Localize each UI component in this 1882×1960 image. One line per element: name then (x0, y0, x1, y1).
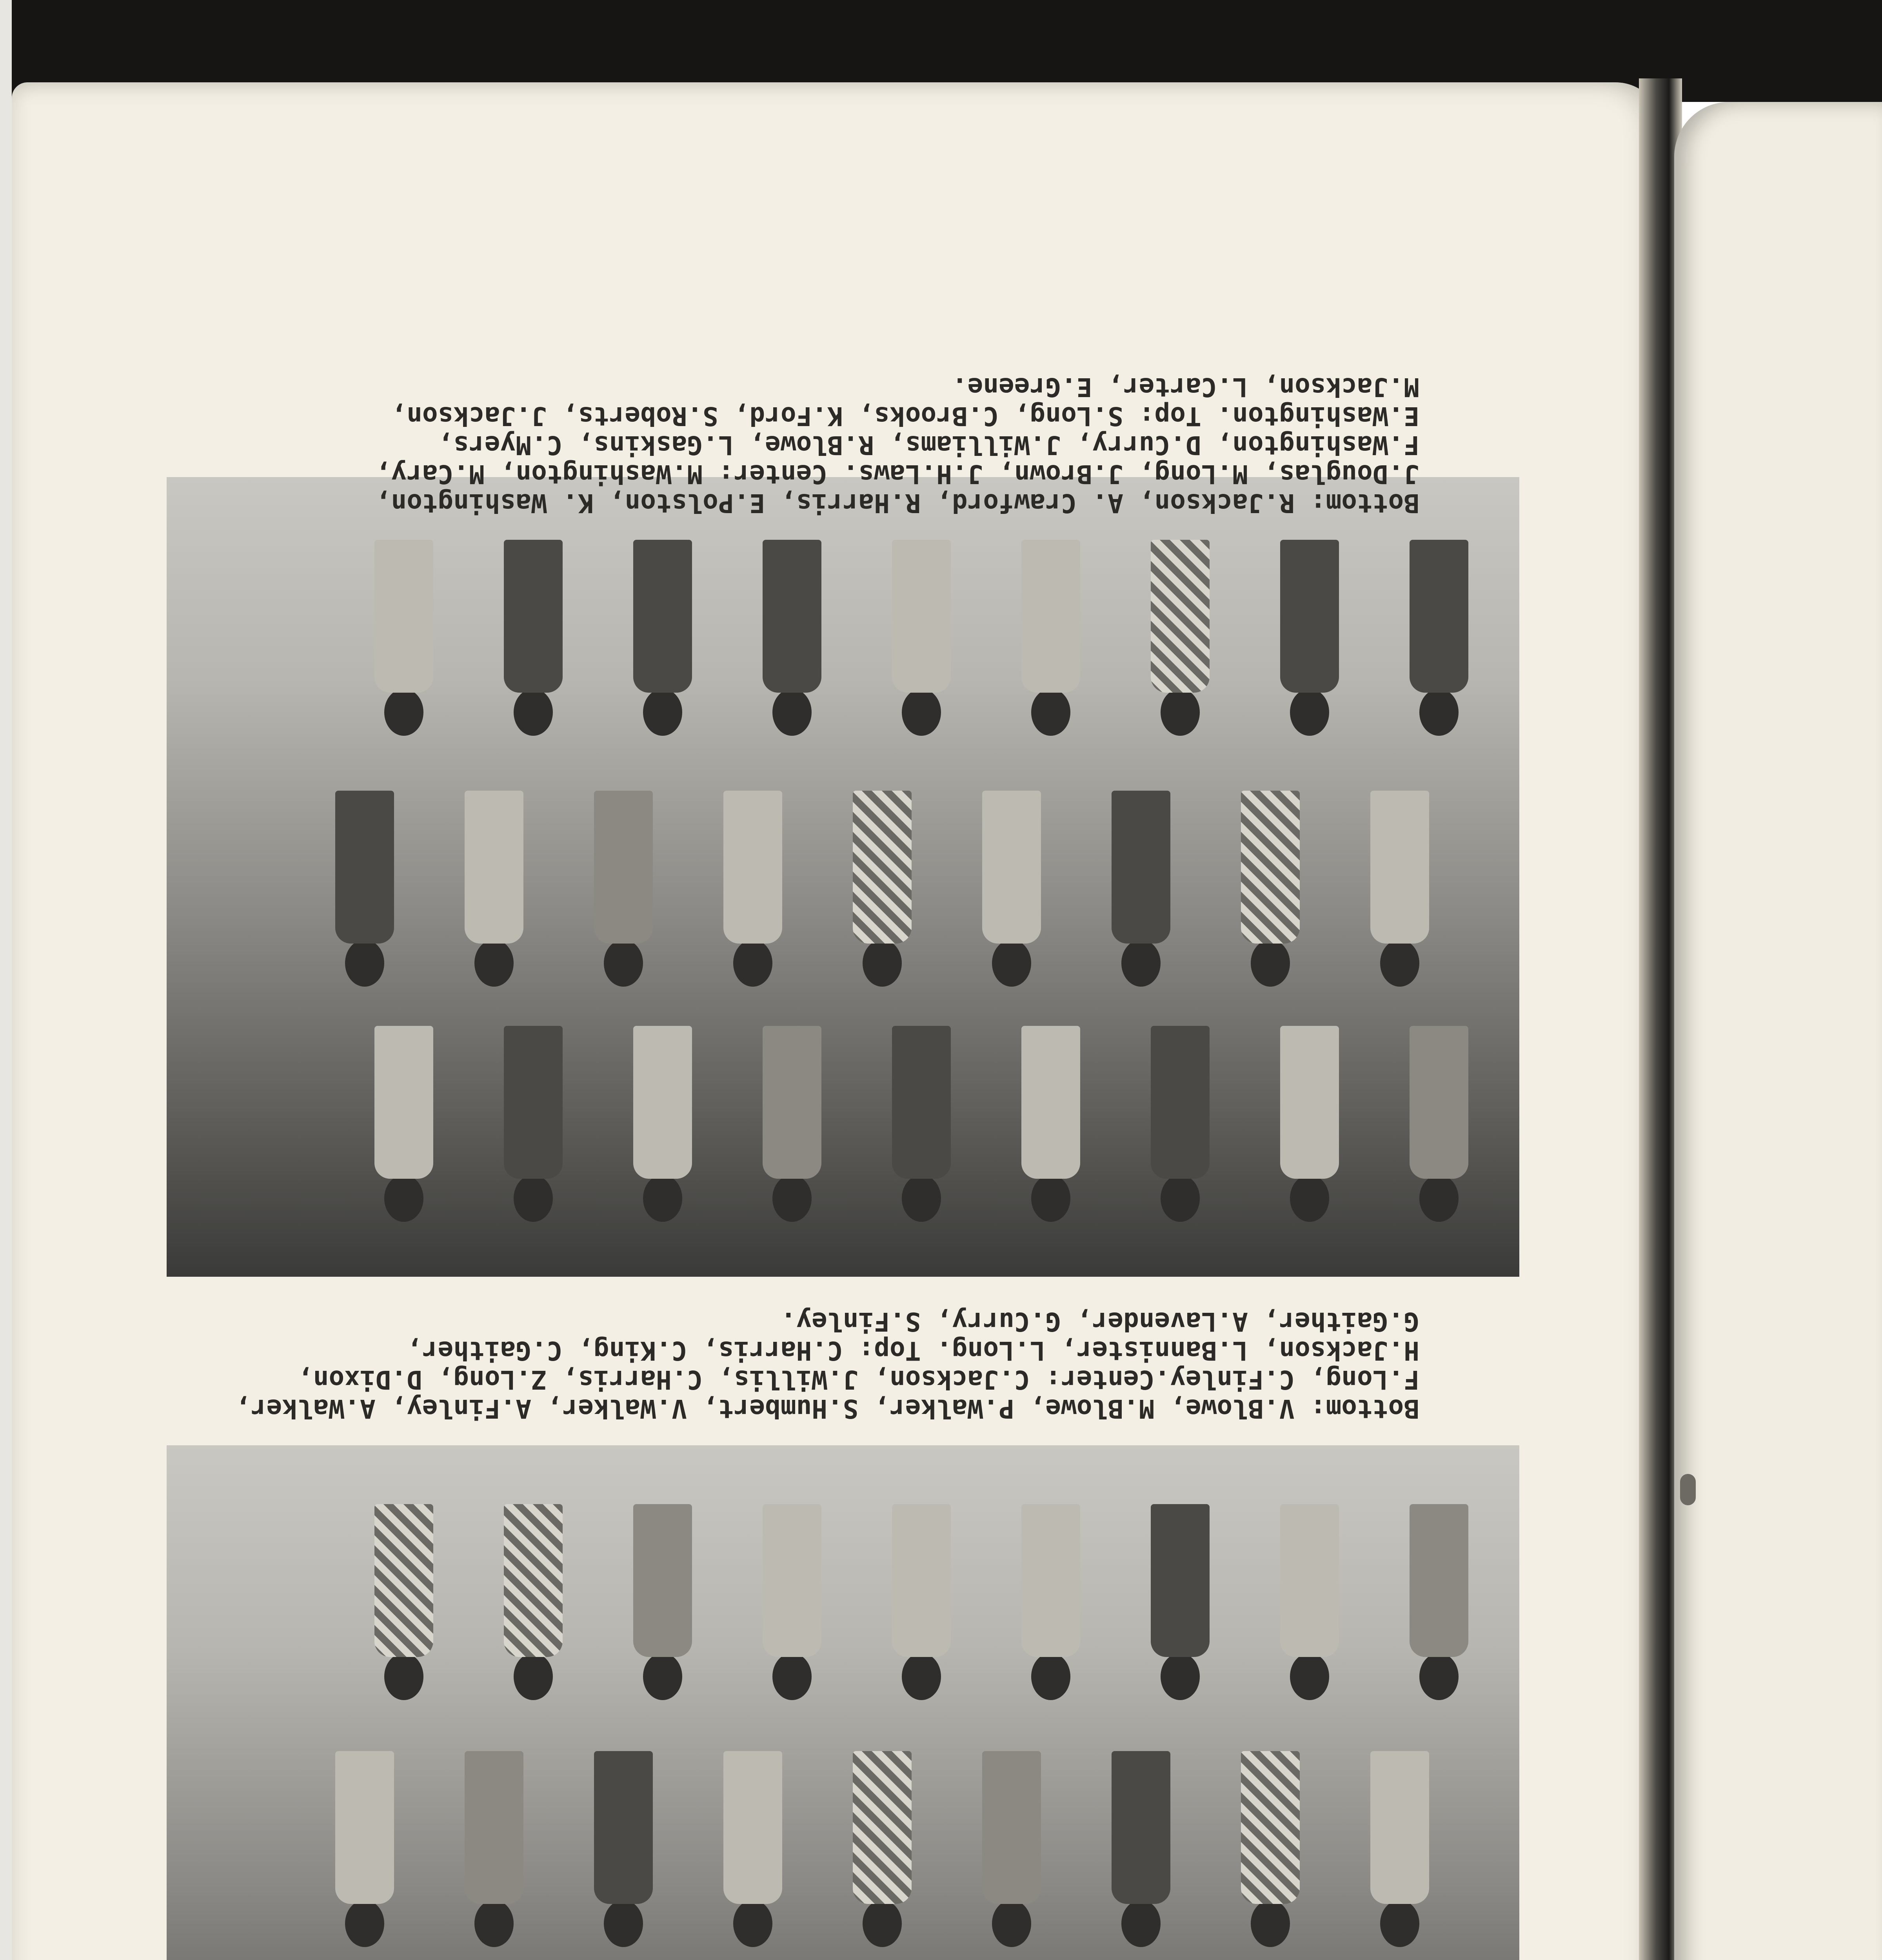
student-figure (723, 1751, 782, 1947)
student-figure (1151, 1504, 1210, 1700)
caption-line: M.Jackson, L.Carter, E.Greene. (952, 372, 1419, 402)
student-figure (1370, 791, 1429, 987)
student-figure (1410, 1504, 1468, 1700)
student-figure (1151, 1026, 1210, 1222)
student-figure (892, 1504, 951, 1700)
student-figure (504, 1504, 563, 1700)
caption-line: J.Douglas, M.Long, J.Brown, J.H.Laws. Center: M.Washington, M.Cary, (375, 459, 1419, 489)
caption-line: G.Gaither, A.Lavender, G.Curry, S.Finley. (780, 1307, 1419, 1337)
student-figure (374, 540, 433, 736)
student-figure (594, 1751, 653, 1947)
student-figure (1021, 1026, 1080, 1222)
student-figure (1370, 1751, 1429, 1947)
student-figure (1280, 1504, 1339, 1700)
student-figure (504, 540, 563, 736)
student-figure (335, 1751, 394, 1947)
student-figure (335, 791, 394, 987)
caption-line: F.Washington, D.Curry, J.Williams, R.Blowe, L.Gaskins, C.Myers, (438, 430, 1419, 460)
caption-line: Bottom: R.Jackson, A. Crawford, R.Harris, E.Polston, K. Washington, (375, 488, 1419, 518)
class-photo-grades-5-6-7-second (167, 477, 1519, 1277)
class-photo-grades-5-6-7-first (167, 1445, 1519, 1960)
student-figure (374, 1504, 433, 1700)
student-figure (504, 1026, 563, 1222)
student-figure (1151, 540, 1210, 736)
photo-caption-first (235, 1307, 1419, 1423)
student-figure (633, 540, 692, 736)
student-figure (633, 1026, 692, 1222)
student-figure (1112, 1751, 1170, 1947)
student-figure (1112, 791, 1170, 987)
student-figure (1241, 791, 1300, 987)
student-figure (763, 1026, 821, 1222)
student-figure (374, 1026, 433, 1222)
student-figure (1241, 1751, 1300, 1947)
student-figure (853, 791, 912, 987)
student-figure (723, 791, 782, 987)
student-figure (465, 1751, 523, 1947)
student-figure (1410, 1026, 1468, 1222)
student-figure (465, 791, 523, 987)
student-figure (1280, 1026, 1339, 1222)
caption-line: E.Washington. Top: S.Long, C.Brooks, K.Ford, S.Roberts, J.Jackson, (391, 401, 1419, 431)
caption-line: Bottom: V.Blowe, M.Blowe, P.Walker, S.Humbert, V.Walker, A.Finley, A.Walker, (235, 1394, 1419, 1424)
student-figure (982, 791, 1041, 987)
photo-caption-second (376, 372, 1419, 517)
student-figure (1021, 1504, 1080, 1700)
student-figure (892, 1026, 951, 1222)
student-figure (853, 1751, 912, 1947)
student-figure (1410, 540, 1468, 736)
student-figure (892, 540, 951, 736)
student-figure (982, 1751, 1041, 1947)
caption-line: H.Jackson, L.Bannister, L.Long. Top: C.Harris, C.King, C.Gaither, (407, 1336, 1419, 1366)
student-figure (1280, 540, 1339, 736)
student-figure (763, 540, 821, 736)
student-figure (763, 1504, 821, 1700)
caption-line: F.Long, C.Finley.Center: C.Jackson, J.Willis, C.Harris, Z.Long, D.Dixon, (298, 1365, 1419, 1395)
student-figure (594, 791, 653, 987)
student-figure (1021, 540, 1080, 736)
student-figure (633, 1504, 692, 1700)
